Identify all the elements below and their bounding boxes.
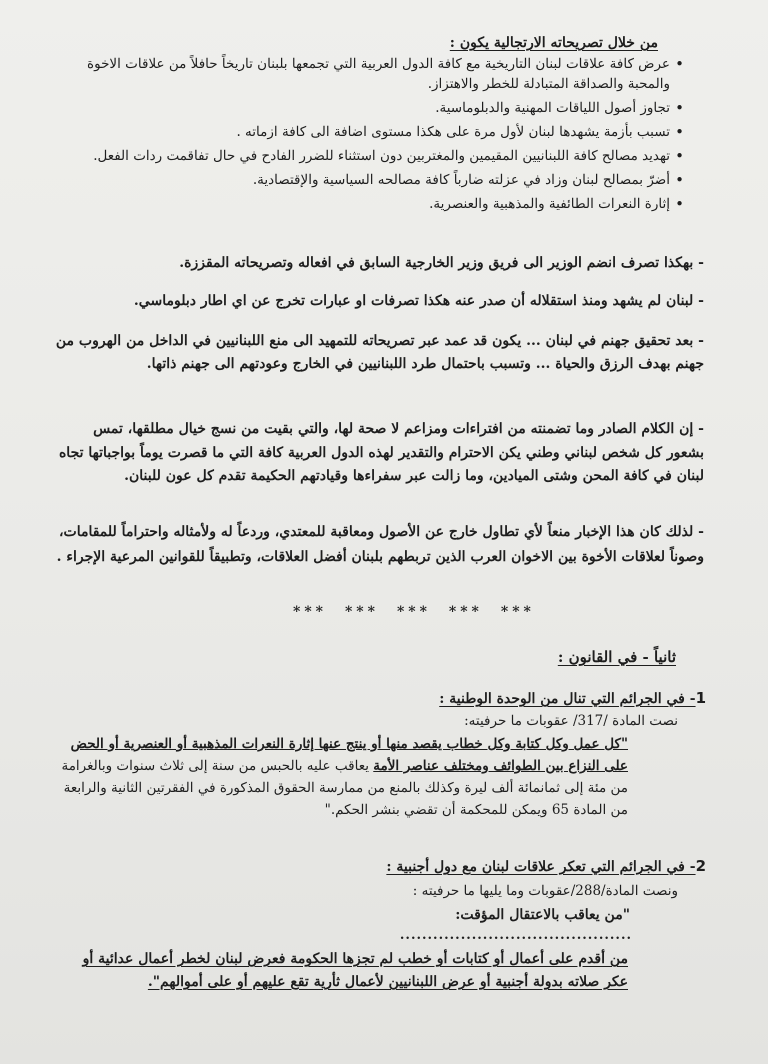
list-item: • أضرّ بمصالح لبنان وزاد في عزلته ضارباً كافة مصالحه السياسية والإقتصادية.	[60, 170, 670, 190]
list-item: • تهديد مصالح كافة اللبنانيين المقيمين والمغتربين دون استثناء للضرر الفادح في حال تفاقمت ردات الفعل.	[60, 146, 670, 166]
separator-stars: ***	[500, 604, 535, 620]
law-item-2-title	[386, 856, 706, 878]
list-item: • تجاوز أصول اللياقات المهنية والدبلوماسية.	[60, 98, 670, 118]
paragraph: - إن الكلام الصادر وما تضمنته من افتراءات ومزاعم لا صحة لها، والتي بقيت من نسج خيال مطلقها، تمس بشعور كل شخص لبناني وطني يكن الاحترام والتقدير لهذه الدول العربية كافة التي ما قصرت يوماً بواجباتها تجاه لبنان في كافة المحن وشتى الميادين، وما زالت عبر سفراءها وقيادتهم الحكيمة تقدم كل عون للبنان.	[52, 418, 704, 489]
quote-text: يعاقب عليه بالحبس من سنة إلى ثلاث سنوات وبالغرامة من مئة إلى ثمانمائة ألف ليرة وكذلك بالمنع من ممارسة الحقوق المذكورة في الفقرتين الثانية والرابعة من المادة 65 ويمكن للمحكمة أن تقضي بنشر الحكم."	[61, 758, 628, 818]
quote-highlight: "كل عمل وكل كتابة وكل خطاب يقصد منها أو ينتج عنها إثارة النعرات المذهبية أو العنصرية أو الحض على النزاع بين الطوائف ومختلف عناصر الأمة	[70, 736, 628, 774]
paragraph: - بعد تحقيق جهنم في لبنان ... يكون قد عمد عبر تصريحاته للتمهيد الى منع اللبنانيين في الداخل من الهروب من جهنم بهدف الرزق والحياة ... وتسبب باحتمال طرد اللبنانيين في الخارج وعودتهم الى جهنم ذاتها.	[52, 330, 704, 376]
separator-stars: ***	[396, 604, 431, 620]
article-317-quote	[54, 733, 628, 821]
article-intro: ونصت المادة/288/عقوبات وما يليها ما حرفيته :	[412, 883, 678, 899]
item-number: 2	[695, 857, 706, 875]
paragraph: - لبنان لم يشهد ومنذ استقلاله أن صدر عنه هكذا تصرفات او عبارات تخرج عن اي اطار دبلوماسي.	[52, 290, 704, 312]
paragraph: - بهكذا تصرف انضم الوزير الى فريق وزير الخارجية السابق في افعاله وتصريحاته المقززة.	[52, 252, 704, 274]
list-item: • عرض كافة علاقات لبنان التاريخية مع كافة الدول العربية التي تجمعها بلبنان تاريخاً حافلاً من علاقات الاخوة والمحبة والصداقة المتبادلة للخطر والاهتزاز.	[60, 54, 670, 94]
item-number: 1	[695, 689, 706, 707]
item-title: - في الجرائم التي تنال من الوحدة الوطنية :	[439, 691, 696, 707]
ellipsis-line: ..........................................	[399, 928, 632, 943]
list-item: • تسبب بأزمة يشهدها لبنان لأول مرة على هكذا مستوى اضافة الى كافة ازماته .	[60, 122, 670, 142]
article-288-quote: من أقدم على أعمال أو كتابات أو خطب لم تجزها الحكومة فعرض لبنان لخطر أعمال عدائية أو عكر صلاته بدولة أجنبية أو عرض اللبنانيين لأعمال ثأرية تقع عليهم أو على أموالهم".	[82, 951, 628, 990]
article-intro: نصت المادة /317/ عقوبات ما حرفيته:	[464, 713, 678, 729]
section-heading-law: ثانياً - في القانون :	[557, 648, 676, 666]
separator-stars: ***	[448, 604, 483, 620]
list-item: • إثارة النعرات الطائفية والمذهبية والعنصرية.	[60, 194, 670, 214]
item-title: - في الجرائم التي تعكر علاقات لبنان مع دول أجنبية :	[386, 859, 696, 875]
consequences-list	[60, 54, 686, 218]
separator-stars: ***	[344, 604, 379, 620]
law-item-1-title	[439, 688, 706, 710]
quote-start: "من يعاقب بالاعتقال المؤقت:	[455, 907, 630, 923]
paragraph: - لذلك كان هذا الإخبار منعاً لأي تطاول خارج عن الأصول ومعاقبة للمعتدي، وردعاً له ولأمثاله واحتراماً للمقامات، وصوناً لعلاقات الأخوة بين الاخوان العرب الذين تربطهم بلبنان أفضل العلاقات، وتطبيقاً للقوانين المرعية الإجراء .	[52, 520, 704, 570]
section-heading-statements: من خلال تصريحاته الارتجالية يكون :	[449, 35, 658, 51]
separator-stars: ***	[293, 604, 327, 620]
separator	[284, 604, 544, 620]
